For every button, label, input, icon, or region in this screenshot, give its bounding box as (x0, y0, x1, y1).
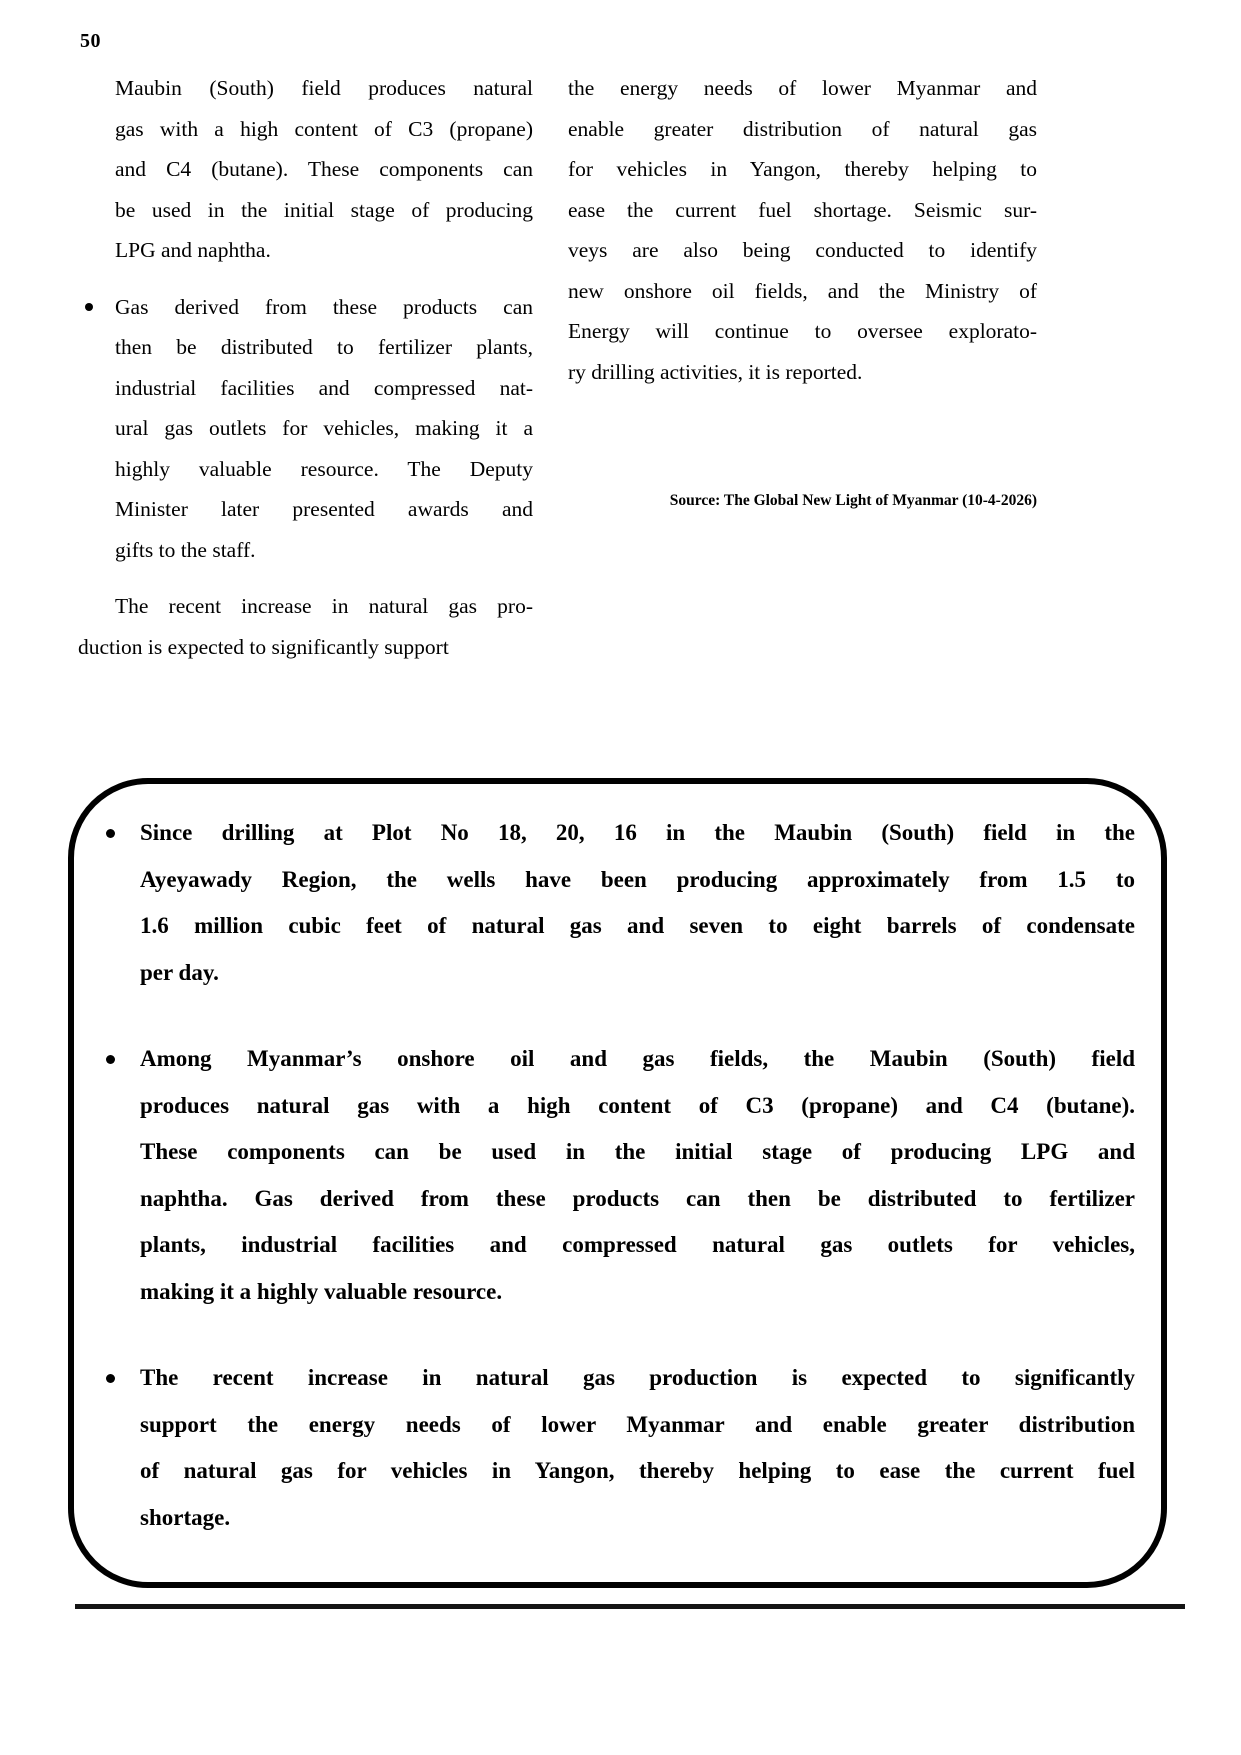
text-line: Maubin (South) field produces natural (115, 76, 533, 100)
left-paragraph-continued (115, 68, 533, 271)
text-line: the energy needs of lower Myanmar and (568, 76, 1037, 100)
text-line: new onshore oil fields, and the Ministry of (568, 278, 1037, 303)
text-line: Since drilling at Plot No 18, 20, 16 in the Maubin (South) field in the (140, 820, 1135, 845)
text-line: 1.6 million cubic feet of natural gas and seven to eight barrels of condensate (140, 913, 1135, 938)
text-line: Minister later presented awards and (115, 497, 533, 521)
page-number: 50 (80, 30, 101, 52)
text-line: support the energy needs of lower Myanmar and enable greater distribution (140, 1411, 1135, 1437)
text-line: of natural gas for vehicles in Yangon, thereby helping to ease the current fuel (140, 1458, 1135, 1483)
text-line: ural gas outlets for vehicles, making it a (115, 416, 533, 440)
left-bullet-item (78, 287, 533, 571)
bottom-divider-rule (75, 1604, 1185, 1609)
right-column (568, 68, 1037, 511)
text-line: per day. (140, 959, 219, 985)
bullet-marker-icon (85, 303, 93, 311)
text-line: These components can be used in the initial stage of producing LPG and (140, 1139, 1135, 1164)
text-line: for vehicles in Yangon, thereby helping to (568, 157, 1037, 181)
text-line: The recent increase in natural gas production is expected to significantly (140, 1365, 1135, 1390)
text-line: be used in the initial stage of producing (115, 197, 533, 222)
text-line: industrial facilities and compressed nat- (115, 375, 533, 400)
text-line: Ayeyawady Region, the wells have been producing approximately from 1.5 to (140, 866, 1135, 892)
source-citation: Source: The Global New Light of Myanmar (10-4-2026) (669, 492, 1037, 509)
text-line: ease the current fuel shortage. Seismic sur- (568, 197, 1037, 222)
bullet-marker-icon (106, 1374, 115, 1383)
text-line: and C4 (butane). These components can (115, 157, 533, 181)
left-bullet-text (115, 287, 533, 571)
text-line: veys are also being conducted to identify (568, 238, 1037, 262)
text-line: making it a highly valuable resource. (140, 1278, 503, 1304)
text-line: The recent increase in natural gas pro- (115, 594, 533, 618)
text-line: gas with a high content of C3 (propane) (115, 116, 533, 141)
text-line: Among Myanmar’s onshore oil and gas fields, the Maubin (South) field (140, 1046, 1135, 1071)
text-line: plants, industrial facilities and compressed natural gas outlets for vehicles, (140, 1232, 1135, 1257)
text-line: gifts to the staff. (115, 537, 256, 562)
text-line: naphtha. Gas derived from these products can then be distributed to fertilizer (140, 1185, 1135, 1211)
text-line: duction is expected to significantly support (78, 634, 449, 659)
text-line: highly valuable resource. The Deputy (115, 456, 533, 481)
text-line: Energy will continue to oversee explorato- (568, 319, 1037, 343)
summary-bullet-3-text (140, 1355, 1135, 1541)
summary-bullet-1 (104, 810, 1135, 996)
text-line: then be distributed to fertilizer plants, (115, 335, 533, 359)
left-column (78, 68, 533, 667)
text-line: shortage. (140, 1504, 231, 1530)
text-line: Gas derived from these products can (115, 294, 533, 319)
summary-bullet-3 (104, 1355, 1135, 1541)
text-line: enable greater distribution of natural gas (568, 116, 1037, 141)
text-line: produces natural gas with a high content of C3 (propane) and C4 (butane). (140, 1092, 1135, 1118)
right-paragraph (568, 68, 1037, 392)
left-paragraph-closing (78, 586, 533, 667)
summary-callout-box (68, 778, 1167, 1588)
text-line: LPG and naphtha. (115, 238, 271, 262)
summary-bullet-2-text (140, 1036, 1135, 1315)
bullet-marker-icon (106, 829, 115, 838)
text-line: ry drilling activities, it is reported. (568, 359, 863, 384)
bullet-marker-icon (106, 1055, 115, 1064)
summary-bullet-1-text (140, 810, 1135, 996)
summary-bullet-2 (104, 1036, 1135, 1315)
